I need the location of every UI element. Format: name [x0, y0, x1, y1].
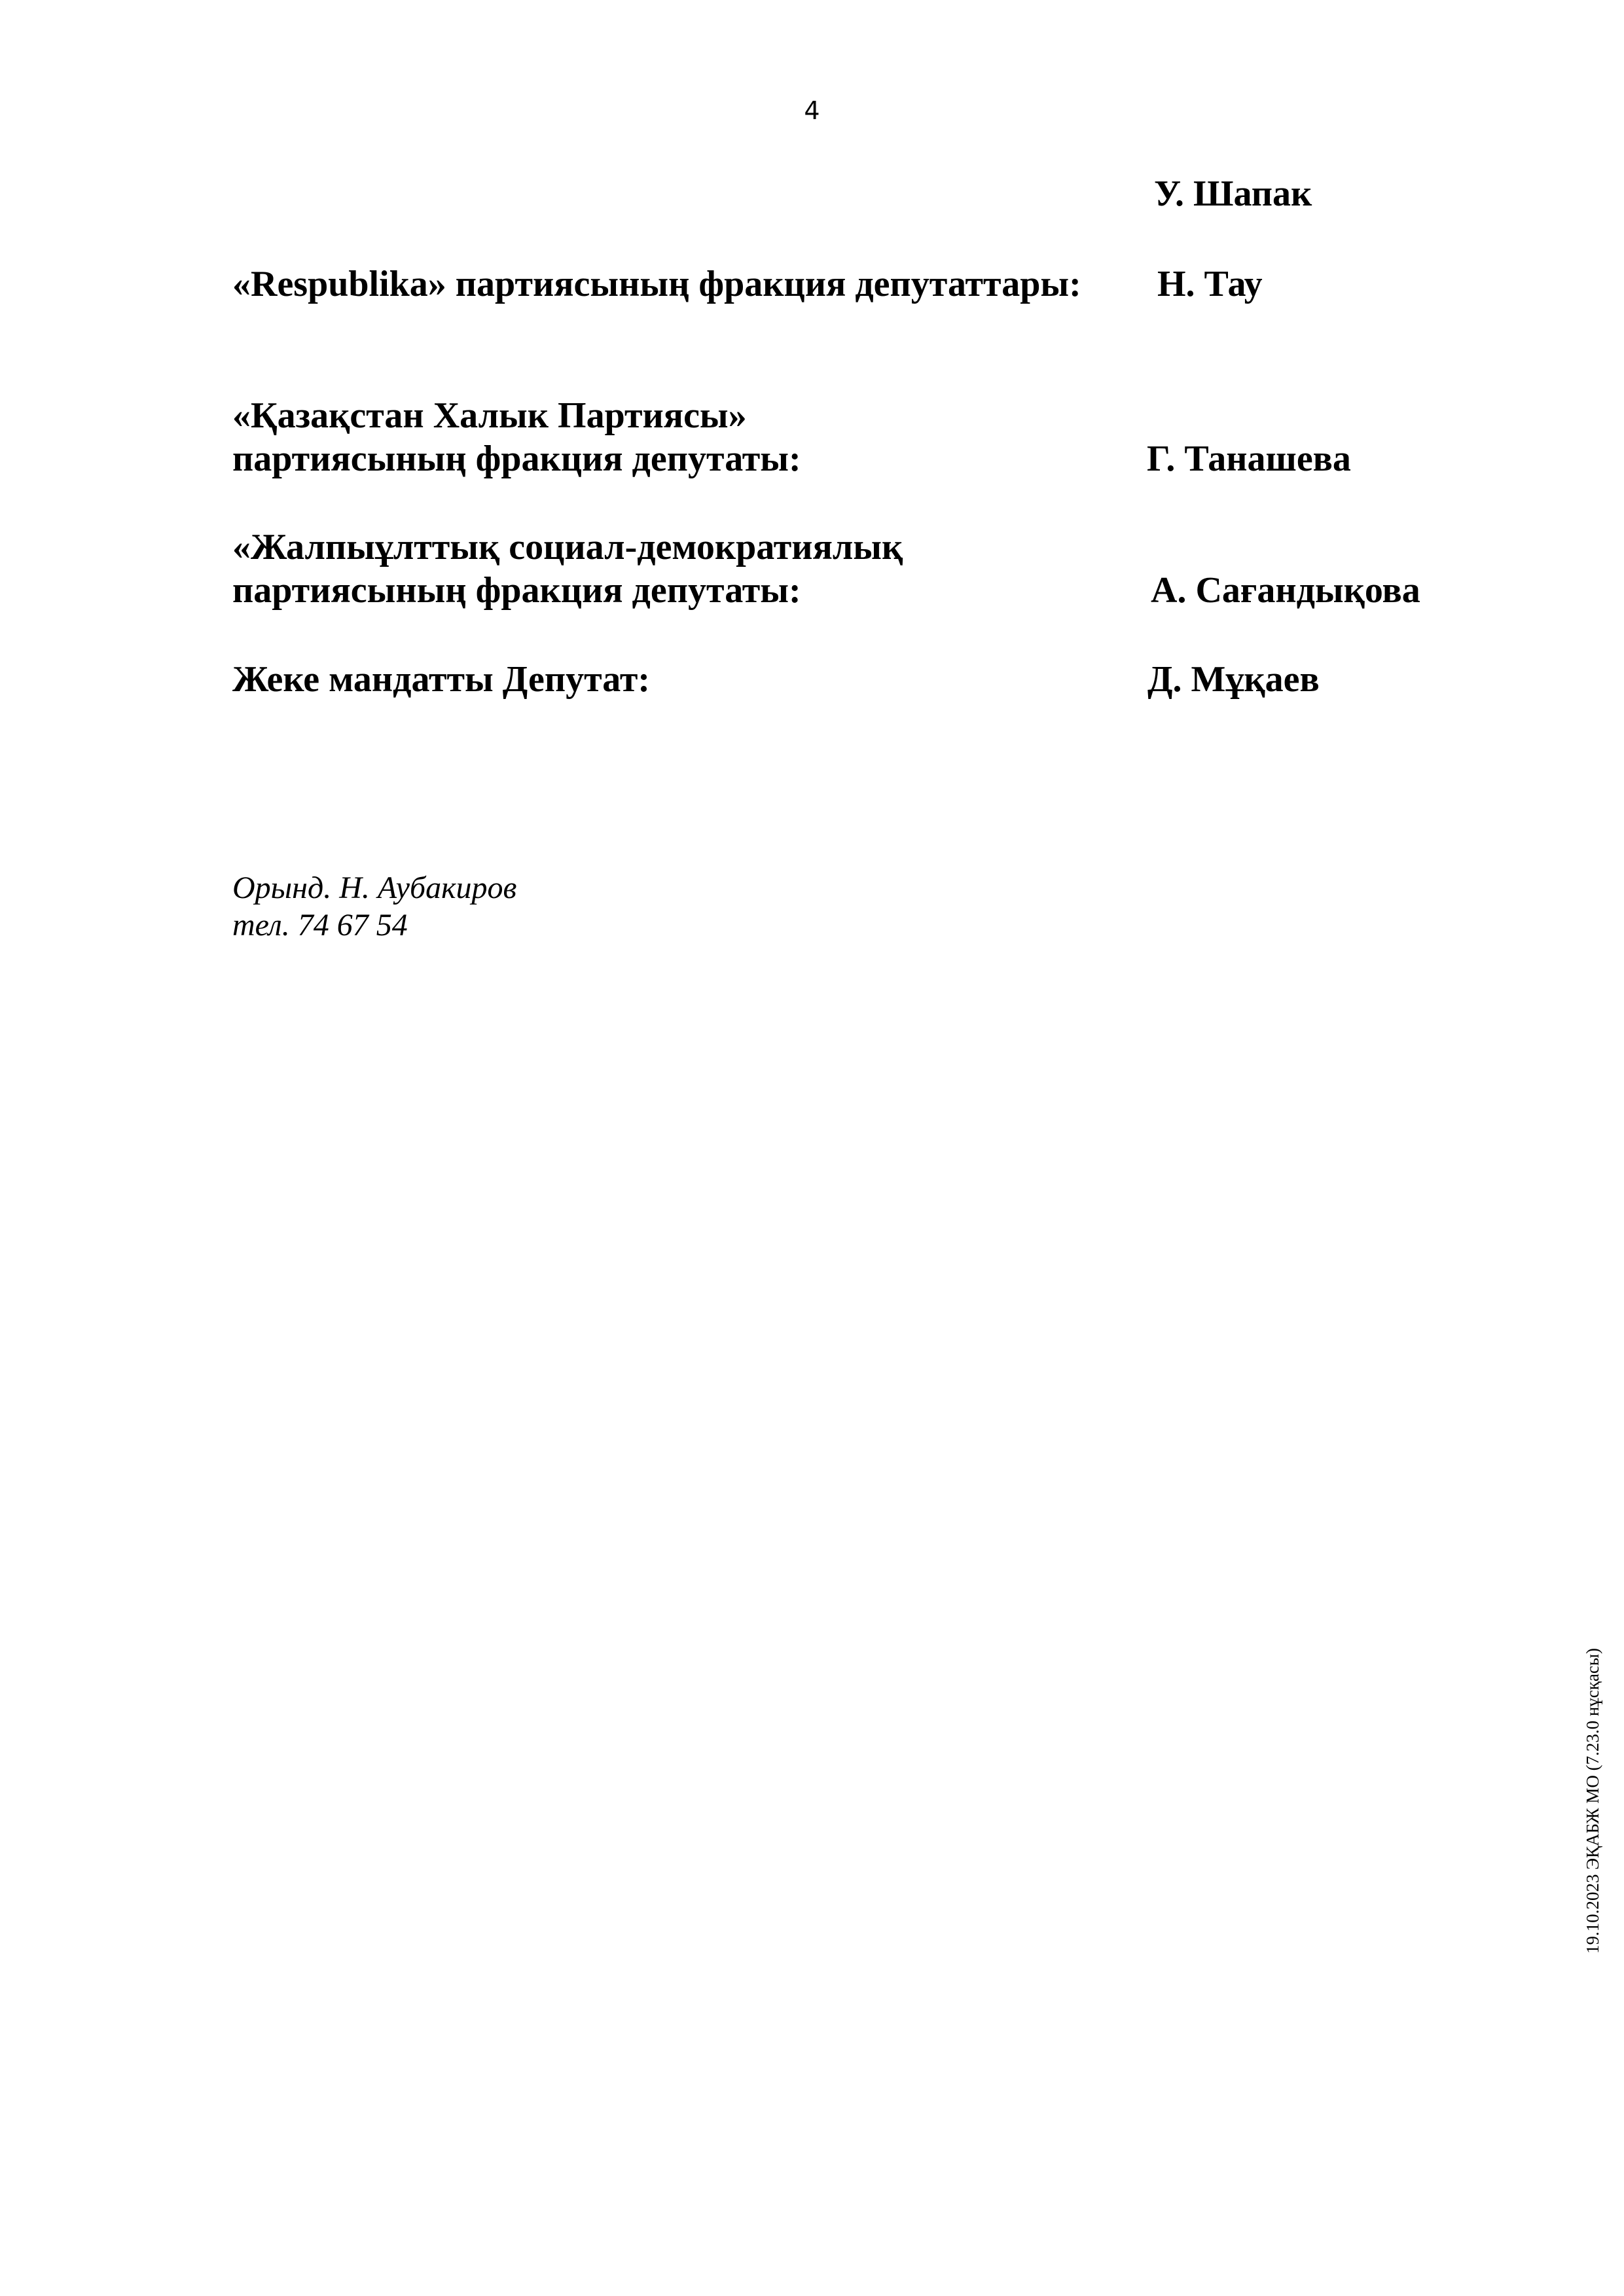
- faction-label-respublika: «Respublika» партиясының фракция депутаттары:: [232, 264, 1081, 304]
- faction-label-social-democratic-line2: партиясының фракция депутаты:: [232, 570, 801, 611]
- single-mandate-label: Жеке мандатты Депутат:: [232, 659, 650, 700]
- signatory-name-shapak: У. Шапак: [1154, 173, 1312, 214]
- signatory-name-mukaev: Д. Мұқаев: [1147, 659, 1320, 700]
- faction-label-halyk-line1: «Қазақстан Халык Партиясы»: [232, 395, 747, 436]
- signatory-name-tanasheva: Г. Танашева: [1147, 439, 1351, 479]
- side-stamp-text: 19.10.2023 ЭҚАБЖ МО (7.23.0 нұсқасы): [1583, 1647, 1602, 1954]
- page-number: 4: [804, 96, 820, 125]
- executor-phone: тел. 74 67 54: [232, 908, 408, 942]
- faction-label-social-democratic-line1: «Жалпыұлттық социал-демократиялық: [232, 527, 903, 567]
- signatory-name-tau: Н. Тау: [1157, 264, 1263, 304]
- signatory-name-sagandykova: А. Сағандықова: [1151, 570, 1420, 611]
- faction-label-halyk-line2: партиясының фракция депутаты:: [232, 439, 801, 479]
- executor-name: Орынд. Н. Аубакиров: [232, 870, 517, 905]
